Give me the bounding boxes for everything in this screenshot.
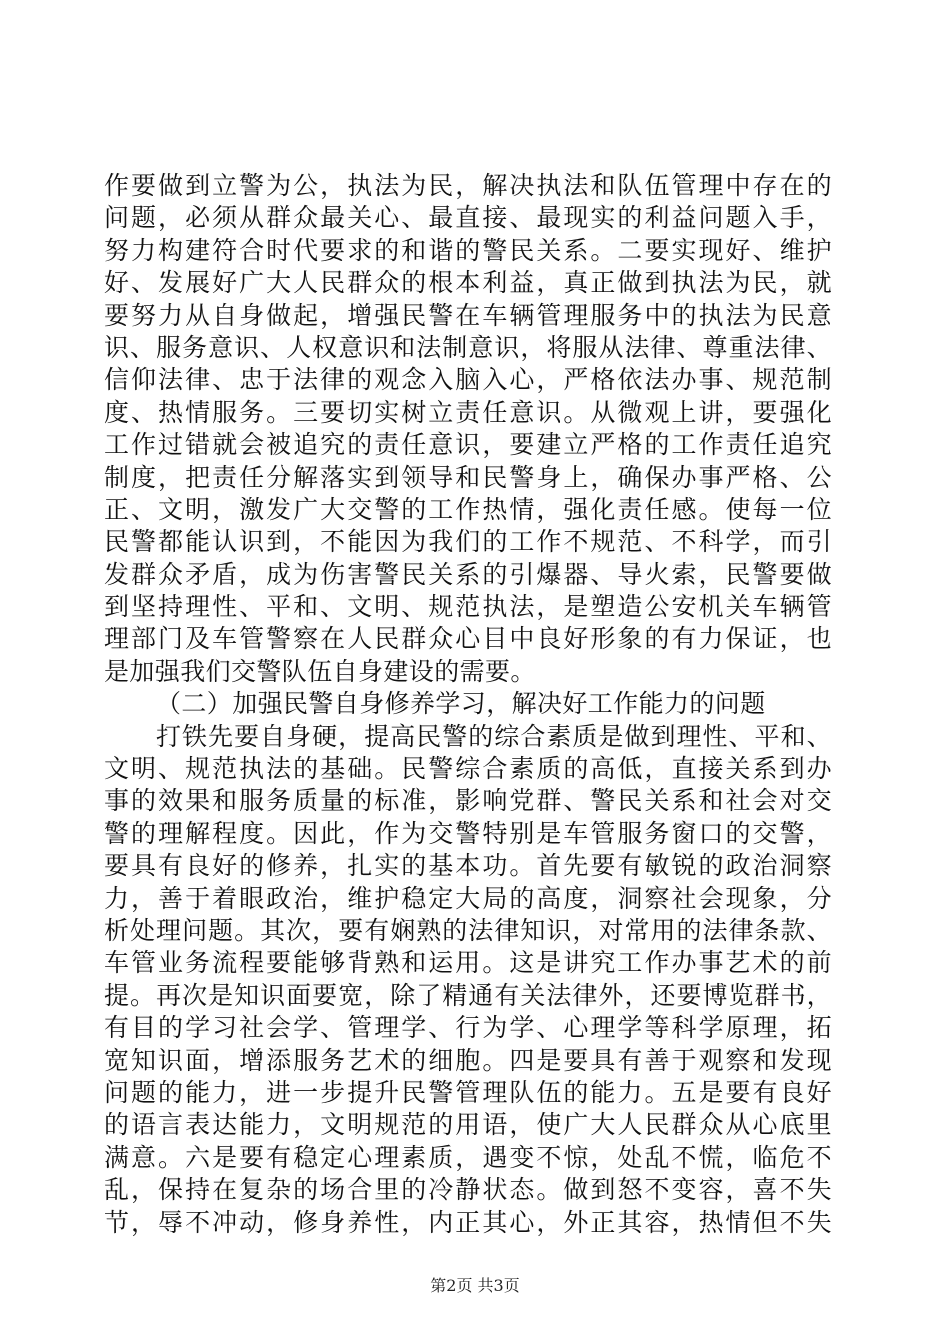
text-line: 民警都能认识到，不能因为我们的工作不规范、不科学，而引 [104, 527, 832, 557]
text-line: 满意。六是要有稳定心理素质，遇变不惊，处乱不慌，临危不 [104, 1142, 832, 1172]
text-line: 力，善于着眼政治，维护稳定大局的高度，洞察社会现象，分 [104, 883, 832, 913]
section-heading: （二）加强民警自身修养学习，解决好工作能力的问题 [156, 689, 766, 719]
text-line: 宽知识面，增添服务艺术的细胞。四是要具有善于观察和发现 [104, 1045, 832, 1075]
text-line: 警的理解程度。因此，作为交警特别是车管服务窗口的交警， [104, 818, 832, 848]
text-line: 事的效果和服务质量的标准，影响党群、警民关系和社会对交 [104, 786, 832, 816]
text-line: 析处理问题。其次，要有娴熟的法律知识，对常用的法律条款、 [104, 915, 832, 945]
text-line: 问题的能力，进一步提升民警管理队伍的能力。五是要有良好 [104, 1077, 832, 1107]
text-line: 度、热情服务。三要切实树立责任意识。从微观上讲，要强化 [104, 397, 832, 427]
text-line: 到坚持理性、平和、文明、规范执法，是塑造公安机关车辆管 [104, 592, 832, 622]
text-line: 正、文明，激发广大交警的工作热情，强化责任感。使每一位 [104, 494, 832, 524]
text-line: 乱，保持在复杂的场合里的冷静状态。做到怒不变容，喜不失 [104, 1175, 832, 1205]
text-line: 理部门及车管警察在人民群众心目中良好形象的有力保证，也 [104, 624, 832, 654]
text-line: 要具有良好的修养，扎实的基本功。首先要有敏锐的政治洞察 [104, 851, 832, 881]
body-text [104, 170, 832, 1239]
text-line: 工作过错就会被追究的责任意识，要建立严格的工作责任追究 [104, 430, 832, 460]
text-line: 要努力从自身做起，增强民警在车辆管理服务中的执法为民意 [104, 300, 832, 330]
text-line: 作要做到立警为公，执法为民，解决执法和队伍管理中存在的 [104, 171, 832, 200]
text-line: 好、发展好广大人民群众的根本利益，真正做到执法为民，就 [104, 268, 832, 298]
text-line: 的语言表达能力，文明规范的用语，使广大人民群众从心底里 [104, 1110, 832, 1140]
text-line: 打铁先要自身硬，提高民警的综合素质是做到理性、平和、 [156, 721, 832, 751]
text-line: 问题，必须从群众最关心、最直接、最现实的利益问题入手， [104, 203, 832, 233]
text-line: 节，辱不冲动，修身养性，内正其心，外正其容，热情但不失 [104, 1207, 832, 1237]
text-line: 提。再次是知识面要宽，除了精通有关法律外，还要博览群书， [104, 980, 832, 1010]
text-line: 发群众矛盾，成为伤害警民关系的引爆器、导火索，民警要做 [104, 559, 832, 589]
text-line: 是加强我们交警队伍自身建设的需要。 [104, 656, 536, 686]
text-line: 有目的学习社会学、管理学、行为学、心理学等科学原理，拓 [104, 1013, 832, 1043]
page-footer: 第2页 共3页 [430, 1276, 520, 1295]
text-line: 信仰法律、忠于法律的观念入脑入心，严格依法办事、规范制 [104, 365, 832, 395]
text-line: 车管业务流程要能够背熟和运用。这是讲究工作办事艺术的前 [104, 948, 832, 978]
text-line: 努力构建符合时代要求的和谐的警民关系。二要实现好、维护 [104, 235, 832, 265]
text-line: 识、服务意识、人权意识和法制意识，将服从法律、尊重法律、 [104, 332, 832, 362]
text-line: 制度，把责任分解落实到领导和民警身上，确保办事严格、公 [104, 462, 832, 492]
text-line: 文明、规范执法的基础。民警综合素质的高低，直接关系到办 [104, 754, 832, 784]
